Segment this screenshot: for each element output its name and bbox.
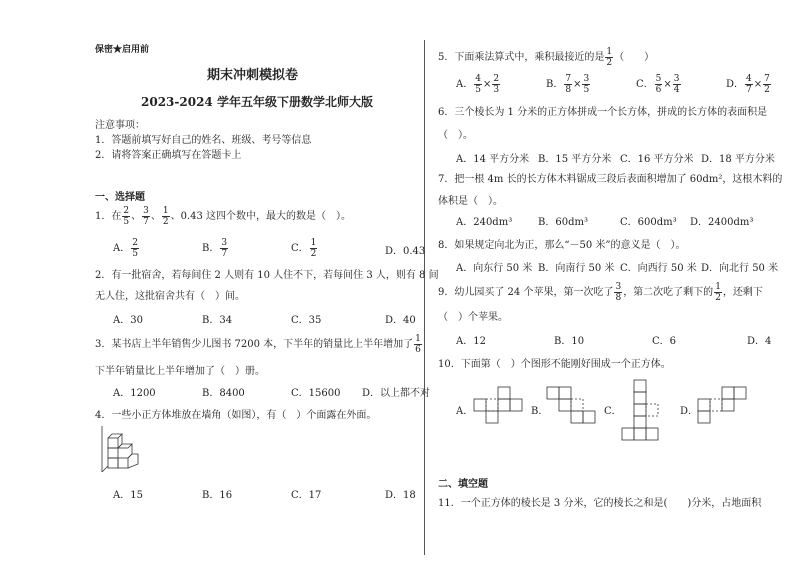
question-3-stem: 3．某书店上半年销售少儿图书 7200 本，下半年的销量比上半年增加了 $\frac{1}{6}$ <box>95 334 421 355</box>
option-a[interactable]: A． $\frac{2}{5}$ <box>113 238 138 259</box>
question-9-stem-cont: （ ）个苹果。 <box>438 312 508 323</box>
question-2-stem-cont: 无人住，这批宿舍共有（ ）间。 <box>95 291 245 302</box>
secret-label: 保密★启用前 <box>95 45 150 55</box>
question-5-stem: 5．下面乘法算式中，乘积最接近的是 $\frac{1}{2}$ （ ） <box>438 47 655 68</box>
option-a[interactable]: A．1200 <box>113 388 156 399</box>
cube-net-c-figure <box>620 378 680 442</box>
option-b[interactable]: B． $\frac{3}{7}$ <box>202 238 228 259</box>
exam-subtitle: 2023-2024 学年五年级下册数学北师大版 <box>141 95 373 109</box>
question-10-stem: 10．下面第（ ）个图形不能刚好围成一个正方体。 <box>438 359 671 370</box>
option-b[interactable]: B．10 <box>554 336 585 347</box>
option-c[interactable]: C． $\frac{5}{6}$ × $\frac{3}{4}$ <box>636 74 680 95</box>
question-4-stem: 4．一些小正方体堆放在墙角（如图），有（ ）个面露在外面。 <box>95 410 377 421</box>
option-c[interactable]: C． $\frac{1}{2}$ <box>291 238 317 259</box>
fraction: $\frac{3}{7}$ <box>143 206 149 227</box>
question-7-stem-cont: 体积是（ ）。 <box>438 196 503 207</box>
column-divider <box>424 40 425 555</box>
section-heading-choice: 一、选择题 <box>95 192 145 203</box>
option-b[interactable]: B．34 <box>202 315 233 326</box>
option-c[interactable]: C．向西行 50 米 <box>620 263 697 274</box>
note-item: 1．答题前填写好自己的姓名、班级、考号等信息 <box>95 135 312 146</box>
option-a[interactable]: A． <box>456 406 474 417</box>
note-item: 2．请将答案正确填写在答题卡上 <box>95 150 242 161</box>
option-c[interactable]: C．16 平方分米 <box>620 154 694 165</box>
option-d[interactable]: D．2400dm³ <box>690 217 754 228</box>
option-b[interactable]: B．60dm³ <box>538 217 588 228</box>
option-a[interactable]: A．14 平方分米 <box>456 154 530 165</box>
cube-stack-figure <box>100 424 140 474</box>
option-d[interactable]: D．4 <box>747 336 772 347</box>
option-d[interactable]: D．向北行 50 米 <box>701 263 779 274</box>
option-c[interactable]: C．15600 <box>291 388 341 399</box>
section-heading-fill: 二、填空题 <box>438 479 488 490</box>
option-b[interactable]: B． $\frac{7}{8}$ × $\frac{3}{5}$ <box>546 74 590 95</box>
option-c[interactable]: C．600dm³ <box>620 217 677 228</box>
option-d[interactable]: D． $\frac{4}{7}$ × $\frac{7}{2}$ <box>726 74 770 95</box>
question-6-stem-cont: （ ）。 <box>438 130 473 141</box>
option-b[interactable]: B．向南行 50 米 <box>538 263 615 274</box>
option-a[interactable]: A．240dm³ <box>456 217 513 228</box>
option-b[interactable]: B．16 <box>202 490 233 501</box>
option-a[interactable]: A．12 <box>456 336 486 347</box>
option-a[interactable]: A．30 <box>113 315 143 326</box>
question-2-stem: 2．有一批宿舍，若每间住 2 人则有 10 人住不下，若每间住 3 人，则有 8 间 <box>95 270 439 281</box>
exam-title: 期末冲刺模拟卷 <box>207 68 299 83</box>
cube-net-d-figure <box>696 385 756 427</box>
question-3-stem-cont: 下半年销量比上半年增加了（ ）册。 <box>95 366 265 377</box>
option-c[interactable]: C．17 <box>291 490 322 501</box>
question-9-stem: 9．幼儿园买了 24 个苹果，第一次吃了 $\frac{3}{8}$ ，第二次吃了剩下的 $\frac{1}{2}$ ，还剩下 <box>438 282 763 303</box>
question-11-stem: 11．一个正方体的棱长是 3 分米，它的棱长之和是( )分米，占地面积 <box>438 498 762 509</box>
option-b[interactable]: B． <box>531 406 549 417</box>
question-7-stem: 7．把一根 4m 长的长方体木料锯成三段后表面积增加了 60dm²，这根木料的 <box>438 174 783 185</box>
option-a[interactable]: A．15 <box>113 490 143 501</box>
fraction: $\frac{2}{5}$ <box>123 206 130 227</box>
question-1-stem: 1．在 $\frac{2}{5}$ 、 $\frac{3}{7}$ 、 $\frac{1}{2}$ 、0.43 这四个数中，最大的数是（ ）。 <box>95 206 352 227</box>
option-b[interactable]: B．15 平方分米 <box>538 154 612 165</box>
option-d[interactable]: D．40 <box>385 315 416 326</box>
fraction: $\frac{1}{2}$ <box>715 282 721 303</box>
cube-net-b-figure <box>545 385 603 427</box>
notes-heading: 注意事项： <box>95 120 145 131</box>
fraction: $\frac{1}{2}$ <box>162 206 169 227</box>
option-c[interactable]: C．6 <box>652 336 677 347</box>
option-b[interactable]: B．8400 <box>202 388 245 399</box>
option-d[interactable]: D．以上都不对 <box>362 388 431 399</box>
option-c[interactable]: C．35 <box>291 315 322 326</box>
fraction: $\frac{3}{8}$ <box>615 282 622 303</box>
cube-net-a-figure <box>472 385 530 427</box>
fraction: $\frac{1}{6}$ <box>415 334 421 355</box>
fraction: $\frac{1}{2}$ <box>606 47 613 68</box>
option-d[interactable]: D．0.43 <box>385 246 426 257</box>
question-6-stem: 6．三个棱长为 1 分米的正方体拼成一个长方体，拼成的长方体的表面积是 <box>438 107 768 118</box>
question-8-stem: 8．如果规定向北为正，那么“－50 米”的意义是（ ）。 <box>438 240 686 251</box>
option-c[interactable]: C． <box>604 406 622 417</box>
option-d[interactable]: D．18 <box>385 490 416 501</box>
option-a[interactable]: A．向东行 50 米 <box>456 263 533 274</box>
option-d[interactable]: D．18 平方分米 <box>701 154 775 165</box>
option-a[interactable]: A． $\frac{4}{5}$ × $\frac{2}{3}$ <box>456 74 500 95</box>
option-d[interactable]: D． <box>680 406 699 417</box>
